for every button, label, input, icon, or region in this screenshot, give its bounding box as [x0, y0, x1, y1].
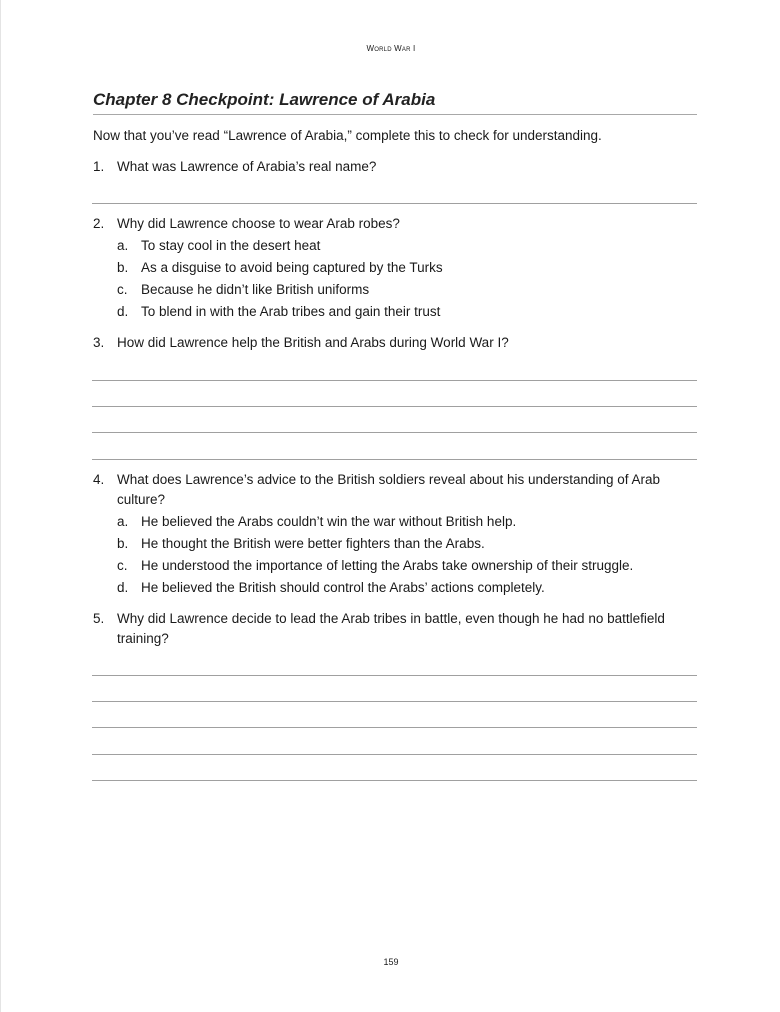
question-text: What was Lawrence of Arabia’s real name? — [117, 159, 377, 174]
option-text: To stay cool in the desert heat — [141, 238, 321, 253]
option-letter: d. — [117, 304, 129, 319]
answer-option-a[interactable] — [117, 512, 697, 532]
question-number: 5. — [93, 611, 105, 626]
question-number: 2. — [93, 216, 105, 231]
question-text: Why did Lawrence decide to lead the Arab tribes in battle, even though he had no battlefield training? — [117, 611, 665, 646]
answer-line[interactable] — [92, 432, 697, 433]
question-number: 1. — [93, 159, 105, 174]
running-head: World War I — [366, 44, 416, 53]
answer-option-c[interactable] — [117, 556, 697, 576]
option-text: To blend in with the Arab tribes and gain their trust — [141, 304, 441, 319]
answer-line[interactable] — [92, 780, 697, 781]
question-number: 4. — [93, 472, 105, 487]
answer-option-b[interactable] — [117, 258, 677, 278]
question-3 — [93, 333, 693, 353]
answer-option-d[interactable] — [117, 578, 697, 598]
answer-line[interactable] — [92, 459, 697, 460]
question-text: What does Lawrence’s advice to the British soldiers reveal about his understanding of Arab culture? — [117, 472, 661, 507]
question-text: Why did Lawrence choose to wear Arab robes? — [117, 216, 400, 231]
answer-option-d[interactable] — [117, 302, 677, 322]
question-5 — [93, 609, 697, 649]
answer-line[interactable] — [92, 701, 697, 702]
question-1 — [93, 157, 693, 177]
question-2 — [93, 214, 693, 234]
question-text: How did Lawrence help the British and Arabs during World War I? — [117, 335, 509, 350]
option-letter: d. — [117, 580, 129, 595]
instructions: Now that you’ve read “Lawrence of Arabia,” complete this to check for understanding. — [93, 128, 602, 143]
page-number: 159 — [383, 957, 399, 967]
option-text: He understood the importance of letting the Arabs take ownership of their struggle. — [141, 558, 634, 573]
option-text: Because he didn’t like British uniforms — [141, 282, 370, 297]
option-text: He thought the British were better fighters than the Arabs. — [141, 536, 485, 551]
option-text: He believed the Arabs couldn’t win the war without British help. — [141, 514, 517, 529]
answer-option-a[interactable] — [117, 236, 677, 256]
answer-line[interactable] — [92, 675, 697, 676]
option-letter: a. — [117, 514, 129, 529]
answer-line[interactable] — [92, 754, 697, 755]
answer-line[interactable] — [92, 203, 697, 204]
option-text: He believed the British should control the Arabs’ actions completely. — [141, 580, 545, 595]
option-letter: c. — [117, 282, 128, 297]
question-4 — [93, 470, 697, 510]
answer-line[interactable] — [92, 727, 697, 728]
option-letter: b. — [117, 260, 129, 275]
answer-line[interactable] — [92, 406, 697, 407]
page-title: Chapter 8 Checkpoint: Lawrence of Arabia — [93, 90, 436, 109]
option-letter: b. — [117, 536, 129, 551]
option-text: As a disguise to avoid being captured by the Turks — [141, 260, 443, 275]
option-letter: a. — [117, 238, 129, 253]
answer-option-b[interactable] — [117, 534, 697, 554]
option-letter: c. — [117, 558, 128, 573]
question-number: 3. — [93, 335, 105, 350]
answer-line[interactable] — [92, 380, 697, 381]
title-divider — [93, 114, 697, 115]
answer-option-c[interactable] — [117, 280, 677, 300]
